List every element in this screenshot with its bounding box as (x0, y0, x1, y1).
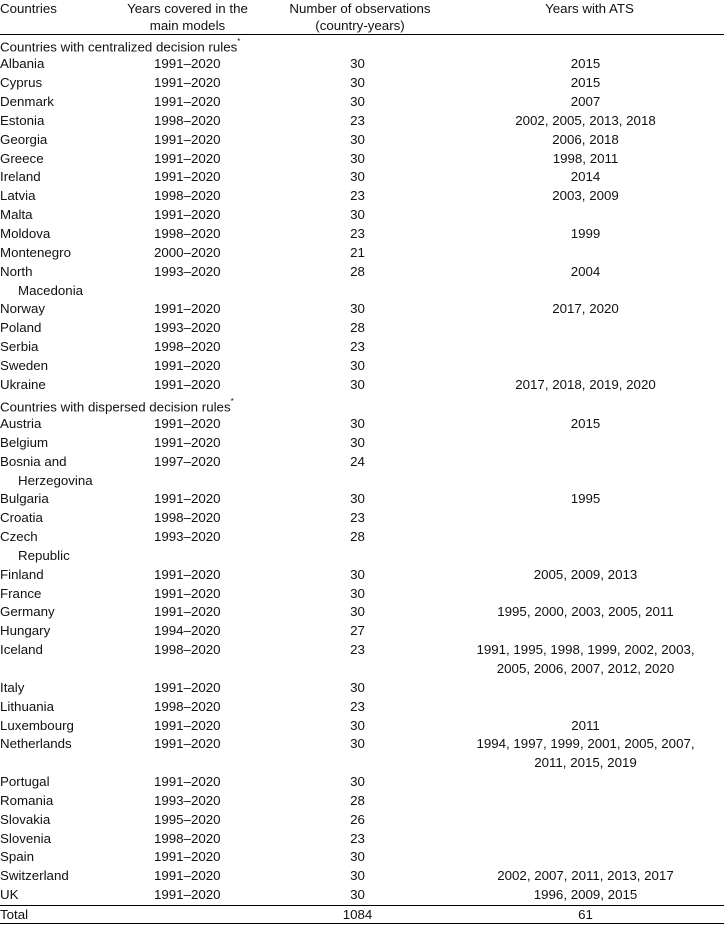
country-name: Latvia (0, 188, 36, 204)
country-name: Slovakia (0, 811, 51, 827)
years-with-ats-cell (455, 150, 724, 169)
ats-years: 2002, 2005, 2013, 2018 (515, 112, 656, 128)
years-with-ats-cell (455, 74, 724, 93)
table-row (0, 641, 724, 679)
country-name: Georgia (0, 131, 48, 147)
country-name: Montenegro (0, 244, 71, 260)
observations-cell: 28 (350, 529, 365, 545)
country-cell (0, 376, 110, 395)
country-cell (0, 338, 110, 357)
country-name: Czech (0, 529, 38, 545)
table-row (0, 338, 724, 357)
country-cell (0, 187, 110, 206)
years-covered-cell: 1991–2020 (154, 169, 221, 185)
years-with-ats-cell (455, 509, 724, 528)
observations-cell: 28 (350, 263, 365, 279)
group-header-row (0, 35, 724, 56)
years-with-ats-cell (455, 338, 724, 357)
country-cell (0, 603, 110, 622)
years-with-ats-cell (455, 603, 724, 622)
table-row (0, 792, 724, 811)
country-name: Iceland (0, 642, 43, 658)
country-name: Poland (0, 320, 42, 336)
years-with-ats-cell (455, 93, 724, 112)
years-covered-cell: 1993–2020 (154, 792, 221, 808)
country-cell (0, 244, 110, 263)
observations-cell: 30 (350, 150, 365, 166)
country-cell (0, 698, 110, 717)
years-with-ats-cell (455, 566, 724, 585)
ats-years: 2005, 2009, 2013 (533, 566, 638, 582)
country-cell (0, 206, 110, 225)
country-cell (0, 641, 110, 679)
years-covered-cell: 1991–2020 (154, 717, 221, 733)
ats-years: 1996, 2009, 2015 (533, 887, 638, 903)
observations-cell: 23 (350, 642, 365, 658)
years-with-ats-cell (455, 585, 724, 604)
years-covered-cell: 1991–2020 (154, 887, 221, 903)
country-name: Slovenia (0, 830, 52, 846)
ats-years: 2005, 2006, 2007, 2012, 2020 (496, 661, 675, 676)
years-covered-cell: 1993–2020 (154, 320, 221, 336)
ats-years: 2015 (570, 56, 601, 72)
total-ats: 61 (455, 905, 724, 923)
table-row (0, 187, 724, 206)
table-row (0, 773, 724, 792)
country-name: Ukraine (0, 376, 46, 392)
total-years-empty (110, 905, 265, 923)
country-name: Greece (0, 150, 44, 166)
header-years-covered-line1: Years covered in the (127, 1, 248, 16)
years-covered-cell: 1991–2020 (154, 585, 221, 601)
country-name: Ireland (0, 169, 41, 185)
country-name: UK (0, 887, 19, 903)
observations-cell: 30 (350, 566, 365, 582)
table-row (0, 811, 724, 830)
years-covered-cell: 1995–2020 (154, 811, 221, 827)
observations-cell: 30 (350, 56, 365, 72)
ats-years: 1999 (570, 226, 601, 242)
country-cell (0, 867, 110, 886)
years-with-ats-cell (455, 376, 724, 395)
years-covered-cell: 1998–2020 (154, 510, 221, 526)
table-row (0, 74, 724, 93)
country-name: Cyprus (0, 75, 43, 91)
observations-cell: 30 (350, 849, 365, 865)
ats-years: 1998, 2011 (552, 150, 619, 166)
country-name: Moldova (0, 226, 51, 242)
total-label: Total (0, 905, 110, 923)
country-name: Switzerland (0, 868, 69, 884)
country-cell (0, 150, 110, 169)
country-name: Albania (0, 56, 45, 72)
observations-cell: 30 (350, 169, 365, 185)
country-name: North (0, 263, 33, 279)
table-row (0, 566, 724, 585)
observations-cell: 30 (350, 679, 365, 695)
table-row (0, 830, 724, 849)
table-row (0, 867, 724, 886)
country-cell (0, 509, 110, 528)
ats-years: 2011, 2015, 2019 (534, 755, 637, 771)
observations-cell: 30 (350, 736, 365, 752)
country-cell (0, 848, 110, 867)
years-with-ats-cell (455, 528, 724, 566)
years-with-ats-cell (455, 319, 724, 338)
country-name: Luxembourg (0, 717, 74, 733)
country-cell (0, 886, 110, 905)
country-name: France (0, 585, 42, 601)
table-row (0, 886, 724, 905)
country-cell (0, 434, 110, 453)
table-row (0, 509, 724, 528)
years-with-ats-cell (455, 263, 724, 301)
header-years-covered (110, 0, 265, 35)
country-cell (0, 300, 110, 319)
table-row (0, 112, 724, 131)
country-name: Denmark (0, 94, 54, 110)
country-cell (0, 225, 110, 244)
ats-years: 2002, 2007, 2011, 2013, 2017 (497, 868, 674, 884)
observations-cell: 23 (350, 339, 365, 355)
country-name: Serbia (0, 339, 39, 355)
years-covered-cell: 1998–2020 (154, 830, 221, 846)
observations-cell: 30 (350, 717, 365, 733)
years-covered-cell: 1991–2020 (154, 434, 221, 450)
years-with-ats-cell (455, 641, 724, 679)
ats-years: 1995, 2000, 2003, 2005, 2011 (497, 604, 674, 620)
country-cell (0, 453, 110, 491)
table-body (0, 35, 724, 924)
years-covered-cell: 1991–2020 (154, 679, 221, 695)
ats-years: 2004 (570, 263, 601, 279)
observations-cell: 30 (350, 585, 365, 601)
years-covered-cell: 1993–2020 (154, 529, 221, 545)
country-name: Lithuania (0, 698, 54, 714)
country-cell (0, 811, 110, 830)
years-with-ats-cell (455, 867, 724, 886)
ats-years: 2006, 2018 (552, 131, 619, 147)
years-covered-cell: 1991–2020 (154, 868, 221, 884)
header-observations-line1: Number of observations (289, 1, 431, 16)
table-row (0, 319, 724, 338)
country-cell (0, 112, 110, 131)
table-row (0, 717, 724, 736)
years-with-ats-cell (455, 698, 724, 717)
observations-cell: 23 (350, 188, 365, 204)
years-covered-cell: 1991–2020 (154, 736, 221, 752)
country-name: Herzegovina (18, 472, 93, 488)
years-with-ats-cell (455, 55, 724, 74)
country-name: Spain (0, 849, 35, 865)
years-with-ats-cell (455, 415, 724, 434)
years-covered-cell: 1998–2020 (154, 698, 221, 714)
country-name: Netherlands (0, 736, 72, 752)
years-with-ats-cell (455, 206, 724, 225)
group-label-text: Countries with centralized decision rules (0, 39, 238, 55)
observations-cell: 30 (350, 868, 365, 884)
years-covered-cell: 1994–2020 (154, 623, 221, 639)
observations-cell: 26 (350, 811, 365, 827)
table-row (0, 603, 724, 622)
header-years-covered-line2: main models (149, 18, 226, 33)
years-covered-cell: 1998–2020 (154, 112, 221, 128)
observations-cell: 30 (350, 301, 365, 317)
group-label-marker: * (230, 396, 234, 406)
country-cell (0, 585, 110, 604)
years-with-ats-cell (455, 830, 724, 849)
total-row (0, 905, 724, 923)
observations-cell: 30 (350, 75, 365, 91)
ats-years: 2017, 2020 (552, 301, 619, 317)
group-header-row (0, 395, 724, 415)
years-with-ats-cell (455, 773, 724, 792)
observations-cell: 28 (350, 792, 365, 808)
ats-years: 2017, 2018, 2019, 2020 (515, 376, 656, 392)
table-row (0, 244, 724, 263)
country-cell (0, 773, 110, 792)
years-covered-cell: 1991–2020 (154, 150, 221, 166)
table-row (0, 415, 724, 434)
ats-years: 1995 (570, 491, 601, 507)
group-label (0, 35, 724, 56)
table-row (0, 376, 724, 395)
years-covered-cell: 1991–2020 (154, 207, 221, 223)
country-cell (0, 717, 110, 736)
years-covered-cell: 1998–2020 (154, 339, 221, 355)
table-row (0, 698, 724, 717)
country-name: Bosnia and (0, 453, 67, 469)
header-observations-line2: (country-years) (315, 18, 405, 33)
years-covered-cell: 1991–2020 (154, 774, 221, 790)
observations-cell: 30 (350, 357, 365, 373)
years-covered-cell: 2000–2020 (154, 244, 221, 260)
country-cell (0, 319, 110, 338)
years-with-ats-cell (455, 679, 724, 698)
years-with-ats-cell (455, 490, 724, 509)
country-cell (0, 566, 110, 585)
observations-cell: 24 (350, 453, 365, 469)
years-covered-cell: 1991–2020 (154, 94, 221, 110)
table-row (0, 490, 724, 509)
years-covered-cell: 1991–2020 (154, 849, 221, 865)
years-covered-cell: 1997–2020 (154, 453, 221, 469)
country-cell (0, 55, 110, 74)
country-cell (0, 490, 110, 509)
observations-cell: 30 (350, 491, 365, 507)
country-cell (0, 622, 110, 641)
ats-years: 2014 (570, 169, 601, 185)
table-row (0, 585, 724, 604)
ats-years: 1994, 1997, 1999, 2001, 2005, 2007, (476, 736, 695, 752)
country-name: Italy (0, 679, 25, 695)
years-covered-cell: 1993–2020 (154, 263, 221, 279)
header-observations (265, 0, 455, 35)
table-row (0, 263, 724, 301)
years-covered-cell: 1991–2020 (154, 131, 221, 147)
group-label (0, 395, 724, 415)
observations-cell: 23 (350, 698, 365, 714)
table-row (0, 622, 724, 641)
observations-cell: 30 (350, 376, 365, 392)
years-covered-cell: 1991–2020 (154, 56, 221, 72)
ats-years: 2015 (570, 75, 601, 91)
country-name: Austria (0, 416, 42, 432)
years-with-ats-cell (455, 622, 724, 641)
years-with-ats-cell (455, 886, 724, 905)
years-covered-cell: 1991–2020 (154, 604, 221, 620)
years-covered-cell: 1991–2020 (154, 75, 221, 91)
observations-cell: 30 (350, 434, 365, 450)
table-row (0, 206, 724, 225)
country-cell (0, 74, 110, 93)
table-row (0, 131, 724, 150)
country-cell (0, 93, 110, 112)
country-name: Republic (18, 547, 70, 563)
country-cell (0, 830, 110, 849)
years-with-ats-cell (455, 131, 724, 150)
years-with-ats-cell (455, 357, 724, 376)
years-covered-cell: 1991–2020 (154, 301, 221, 317)
years-with-ats-cell (455, 434, 724, 453)
observations-cell: 23 (350, 510, 365, 526)
country-cell (0, 735, 110, 773)
country-name: Hungary (0, 623, 51, 639)
header-countries: Countries (0, 0, 110, 35)
ats-years: 2003, 2009 (552, 188, 619, 204)
years-with-ats-cell (455, 848, 724, 867)
country-cell (0, 679, 110, 698)
country-cell (0, 415, 110, 434)
country-name: Bulgaria (0, 491, 49, 507)
ats-years: 1991, 1995, 1998, 1999, 2002, 2003, (476, 642, 695, 658)
observations-cell: 30 (350, 604, 365, 620)
years-covered-cell: 1991–2020 (154, 491, 221, 507)
years-covered-cell: 1998–2020 (154, 226, 221, 242)
years-covered-cell: 1991–2020 (154, 566, 221, 582)
country-name: Macedonia (18, 282, 84, 298)
table-row (0, 225, 724, 244)
country-name: Croatia (0, 510, 43, 526)
table-row (0, 453, 724, 491)
ats-years: 2015 (570, 416, 601, 432)
years-with-ats-cell (455, 168, 724, 187)
table-row (0, 679, 724, 698)
table-row (0, 168, 724, 187)
ats-years: 2007 (570, 94, 601, 110)
country-name: Estonia (0, 112, 45, 128)
table-row (0, 357, 724, 376)
observations-cell: 23 (350, 112, 365, 128)
country-name: Belgium (0, 434, 49, 450)
country-cell (0, 792, 110, 811)
observations-cell: 27 (350, 623, 365, 639)
observations-cell: 23 (350, 830, 365, 846)
years-with-ats-cell (455, 112, 724, 131)
country-name: Romania (0, 792, 54, 808)
years-covered-cell: 1998–2020 (154, 188, 221, 204)
table-row (0, 150, 724, 169)
table-row (0, 434, 724, 453)
years-covered-cell: 1991–2020 (154, 357, 221, 373)
observations-cell: 30 (350, 131, 365, 147)
table-row (0, 300, 724, 319)
header-years-with-ats: Years with ATS (455, 0, 724, 35)
country-name: Finland (0, 566, 44, 582)
table-row (0, 528, 724, 566)
country-name: Malta (0, 207, 33, 223)
observations-cell: 21 (350, 244, 365, 260)
observations-cell: 30 (350, 774, 365, 790)
years-covered-cell: 1998–2020 (154, 642, 221, 658)
years-with-ats-cell (455, 792, 724, 811)
country-cell (0, 357, 110, 376)
years-covered-cell: 1991–2020 (154, 416, 221, 432)
years-with-ats-cell (455, 811, 724, 830)
country-cell (0, 263, 110, 301)
table-header-row (0, 0, 724, 35)
years-with-ats-cell (455, 717, 724, 736)
observations-cell: 30 (350, 207, 365, 223)
table-row (0, 93, 724, 112)
years-with-ats-cell (455, 300, 724, 319)
total-observations: 1084 (265, 905, 455, 923)
years-with-ats-cell (455, 244, 724, 263)
observations-cell: 30 (350, 416, 365, 432)
group-label-marker: * (237, 37, 241, 46)
years-with-ats-cell (455, 735, 724, 773)
table-row (0, 848, 724, 867)
years-with-ats-cell (455, 187, 724, 206)
country-name: Germany (0, 604, 55, 620)
country-cell (0, 168, 110, 187)
observations-cell: 30 (350, 94, 365, 110)
table-row (0, 735, 724, 773)
country-name: Norway (0, 301, 46, 317)
country-name: Portugal (0, 774, 50, 790)
observations-cell: 23 (350, 226, 365, 242)
observations-cell: 28 (350, 320, 365, 336)
country-name: Sweden (0, 357, 49, 373)
years-covered-cell: 1991–2020 (154, 376, 221, 392)
group-label-text: Countries with dispersed decision rules (0, 399, 231, 415)
years-with-ats-cell (455, 225, 724, 244)
table-row (0, 55, 724, 74)
years-with-ats-cell (455, 453, 724, 491)
ats-years: 2011 (571, 717, 600, 733)
country-cell (0, 131, 110, 150)
observations-cell: 30 (350, 887, 365, 903)
country-cell (0, 528, 110, 566)
